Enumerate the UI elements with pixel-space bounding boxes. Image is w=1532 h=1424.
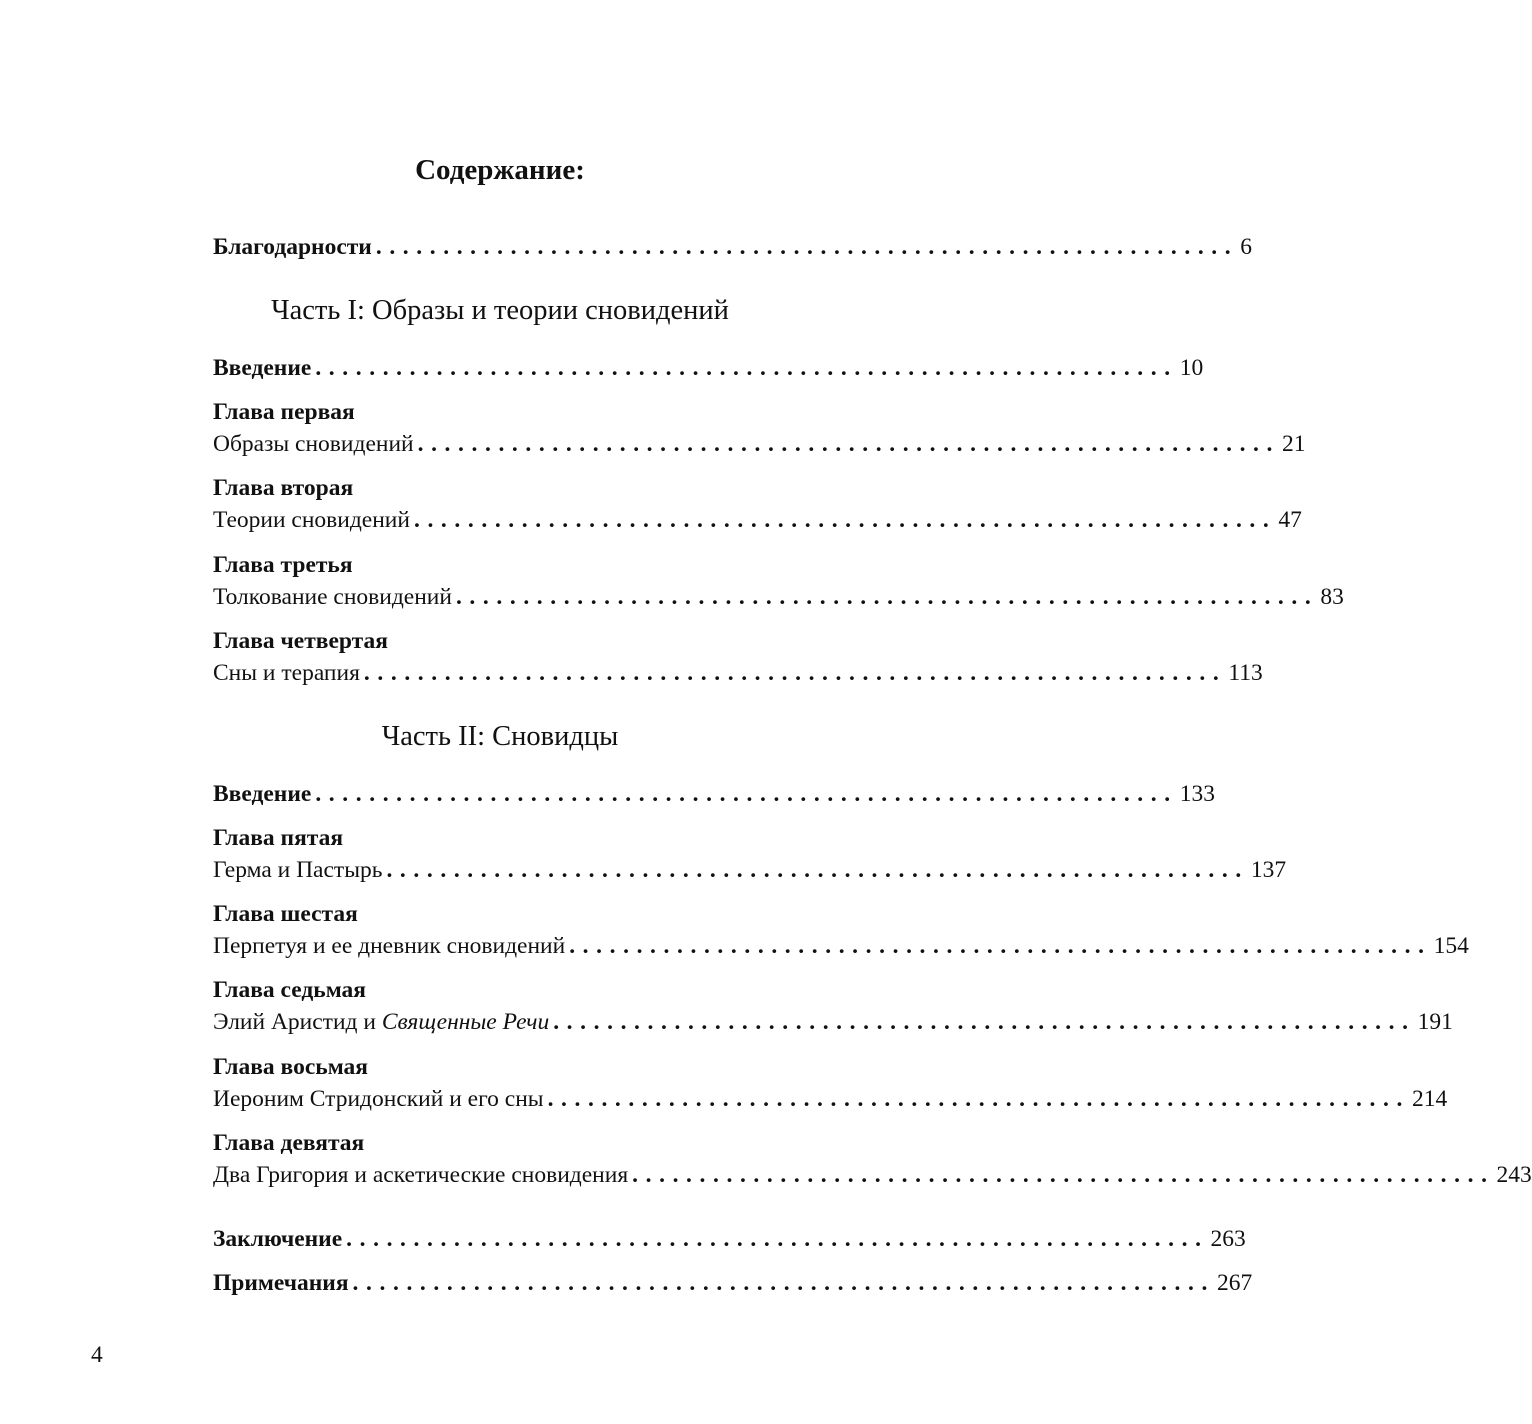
toc-entry-label: Теории сновидений bbox=[213, 507, 410, 533]
toc-entry-chapter-3[interactable] bbox=[213, 580, 1344, 614]
chapter-heading: Глава девятая bbox=[213, 1130, 365, 1156]
part-one-heading: Часть I: Образы и теории сновидений bbox=[271, 295, 729, 326]
toc-page-number: 113 bbox=[1228, 660, 1263, 686]
toc-entry-introduction-part-two[interactable] bbox=[213, 777, 1215, 811]
toc-page-number: 267 bbox=[1216, 1270, 1253, 1296]
chapter-heading: Глава пятая bbox=[213, 825, 344, 851]
toc-entry-chapter-5[interactable] bbox=[213, 853, 1287, 887]
chapter-heading: Глава первая bbox=[213, 399, 355, 425]
toc-page-number: 133 bbox=[1179, 781, 1215, 807]
toc-entry-label: Перпетуя и ее дневник сновидений bbox=[213, 933, 566, 959]
toc-page-number: 154 bbox=[1433, 933, 1469, 959]
toc-entry-label: Заключение bbox=[213, 1226, 343, 1252]
toc-entry-label: Введение bbox=[213, 355, 312, 381]
toc-entry-introduction-part-one[interactable] bbox=[213, 351, 1204, 385]
dot-leader: ................................................................ bbox=[363, 660, 1227, 686]
toc-entry-label: Два Григория и аскетические сновидения bbox=[213, 1162, 629, 1188]
toc-page-number: 21 bbox=[1282, 431, 1306, 457]
chapter-heading: Глава четвертая bbox=[213, 628, 388, 654]
toc-entry-chapter-8[interactable] bbox=[213, 1082, 1448, 1116]
chapter-heading: Глава шестая bbox=[213, 901, 358, 927]
toc-entry-label: Благодарности bbox=[213, 234, 372, 260]
dot-leader: ................................................................ bbox=[315, 781, 1178, 807]
dot-leader: ................................................................ bbox=[352, 1270, 1215, 1296]
page-number-folio: 4 bbox=[91, 1342, 103, 1368]
toc-title-plain: Элий Аристид и bbox=[213, 1009, 382, 1035]
toc-page-number: 214 bbox=[1411, 1086, 1448, 1112]
toc-entry-chapter-6[interactable] bbox=[213, 929, 1469, 963]
toc-page-number: 10 bbox=[1179, 355, 1204, 381]
dot-leader: ................................................................ bbox=[417, 431, 1281, 457]
toc-entry-chapter-7[interactable] bbox=[213, 1005, 1453, 1039]
toc-page-number: 83 bbox=[1320, 584, 1344, 610]
toc-page-number: 47 bbox=[1278, 507, 1302, 533]
page-title: Содержание: bbox=[415, 154, 585, 186]
toc-entry-label: Иероним Стридонский и его сны bbox=[213, 1086, 544, 1112]
chapter-heading: Глава вторая bbox=[213, 475, 354, 501]
chapter-heading: Глава восьмая bbox=[213, 1054, 368, 1080]
toc-entry-label bbox=[213, 1005, 549, 1039]
dot-leader: ................................................................ bbox=[632, 1162, 1495, 1188]
toc-title-italic: Священные Речи bbox=[381, 1009, 550, 1035]
chapter-heading: Глава третья bbox=[213, 552, 353, 578]
toc-entry-label: Толкование сновидений bbox=[213, 584, 452, 610]
toc-page-number: 243 bbox=[1496, 1162, 1532, 1188]
dot-leader: ................................................................ bbox=[455, 584, 1319, 610]
dot-leader: ................................................................ bbox=[553, 1009, 1416, 1035]
dot-leader: ................................................................ bbox=[547, 1086, 1410, 1112]
toc-entry-label: Образы сновидений bbox=[213, 431, 414, 457]
toc-page-number: 6 bbox=[1240, 234, 1252, 260]
toc-entry-label: Введение bbox=[213, 781, 312, 807]
toc-page-number: 191 bbox=[1417, 1009, 1453, 1035]
chapter-heading: Глава седьмая bbox=[213, 977, 367, 1003]
toc-entry-chapter-2[interactable] bbox=[213, 503, 1302, 537]
toc-entry-label: Герма и Пастырь bbox=[213, 857, 383, 883]
dot-leader: ................................................................ bbox=[315, 355, 1178, 381]
toc-entry-conclusion[interactable] bbox=[213, 1222, 1246, 1256]
part-two-heading: Часть II: Сновидцы bbox=[381, 721, 619, 752]
dot-leader: ................................................................ bbox=[413, 507, 1277, 533]
toc-entry-chapter-1[interactable] bbox=[213, 427, 1306, 461]
toc-entry-label: Примечания bbox=[213, 1270, 349, 1296]
toc-entry-acknowledgements[interactable] bbox=[213, 230, 1252, 264]
dot-leader: ................................................................ bbox=[375, 234, 1239, 260]
toc-page-number: 137 bbox=[1250, 857, 1287, 883]
toc-entry-notes[interactable] bbox=[213, 1266, 1253, 1300]
dot-leader: ................................................................ bbox=[569, 933, 1432, 959]
toc-page-number: 263 bbox=[1210, 1226, 1246, 1252]
toc-entry-chapter-9[interactable] bbox=[213, 1158, 1532, 1192]
dot-leader: ................................................................ bbox=[386, 857, 1249, 883]
dot-leader: ................................................................ bbox=[346, 1226, 1209, 1252]
toc-entry-label: Сны и терапия bbox=[213, 660, 360, 686]
toc-entry-chapter-4[interactable] bbox=[213, 656, 1263, 690]
